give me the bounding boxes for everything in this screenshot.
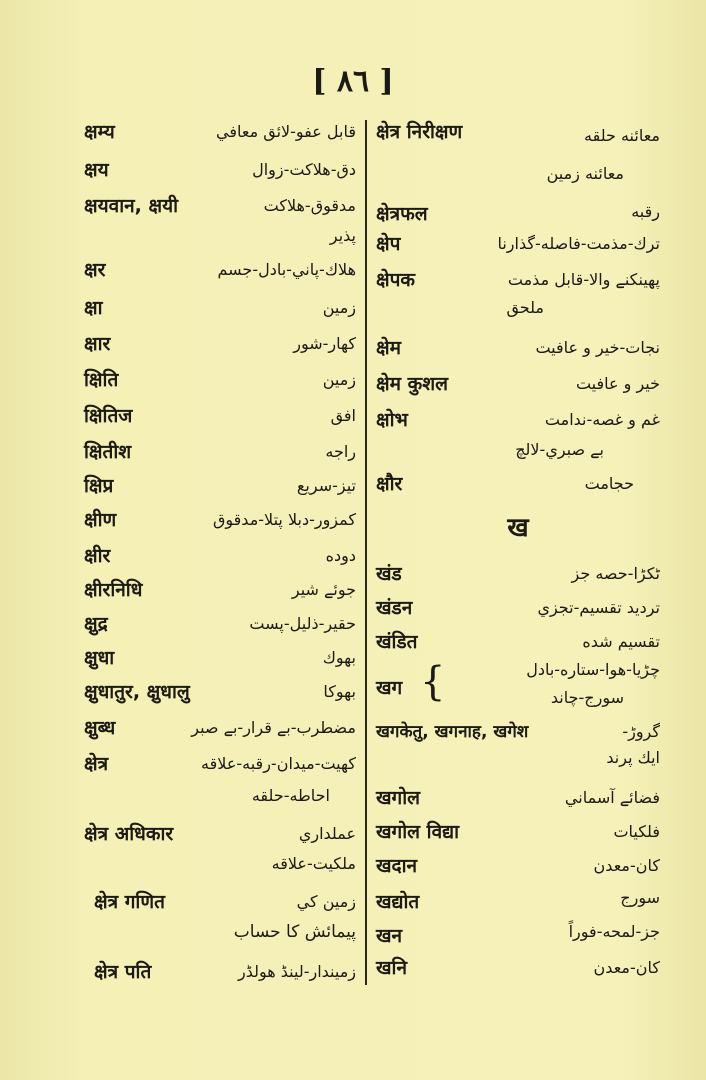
headword: क्षीण [84,509,117,531]
gloss: احاطه-حلقه [251,786,330,805]
gloss: دوده [325,546,356,565]
gloss: سورج-چاند [550,688,624,707]
gloss: گروڑ- [622,722,660,741]
gloss: هلاك-پاني-بادل-جسم [217,260,356,279]
dictionary-entry [80,882,360,952]
headword: क्षुद्र [84,613,108,635]
gloss: عملداري [298,824,356,843]
headword: खगोल विद्या [376,821,460,843]
gloss: پيمائش كا حساب [233,922,356,942]
dictionary-entry [372,328,664,364]
gloss: ملحق [506,298,544,317]
headword: क्षम्य [84,121,115,143]
dictionary-entry [80,112,360,150]
headword: क्षेम कुशल [376,373,448,395]
headword: क्षय [84,159,109,181]
gloss: جز-لمحه-فوراً [568,922,660,941]
dictionary-entry [80,396,360,432]
dictionary-entry [80,638,360,672]
headword: क्षर [84,259,106,281]
gloss: تقسيم شده [582,632,660,651]
dictionary-entry [372,194,664,224]
dictionary-entry [372,916,664,948]
headword: खन [376,925,403,947]
gloss: پذير [329,226,356,245]
gloss: تيز-سريع [296,476,356,495]
dictionary-entry [372,846,664,882]
dictionary-entry [80,604,360,638]
gloss: فلكيات [613,822,660,841]
gloss: بهوك [322,648,356,667]
headword: क्षेत्र निरीक्षण [376,121,463,143]
dictionary-entry [372,554,664,588]
headword: क्षोभ [376,409,408,431]
dictionary-entry [80,814,360,882]
headword: क्षुब्ध [84,717,116,739]
gloss: حجامت [584,474,634,493]
dictionary-entry [80,360,360,396]
gloss: پهينكنے والا-قابل مذمت [507,270,660,289]
gloss: كان-معدن [593,958,660,977]
headword: खंडन [376,597,413,619]
gloss: زمين [322,370,356,389]
gloss: چڑيا-هوا-ستاره-بادل [526,660,660,679]
dictionary-entry [80,324,360,360]
dictionary-entry [80,250,360,288]
dictionary-entry [80,952,360,988]
gloss: ايك پرند [606,748,660,767]
gloss: معائنه حلقه [584,126,660,145]
dictionary-entry [372,882,664,916]
right-column [372,112,664,982]
dictionary-entry [372,622,664,656]
gloss: مدقوق-هلاكت [263,196,356,215]
dictionary-entry [372,224,664,260]
headword: खंड [376,563,402,585]
headword: खनि [376,957,408,979]
gloss: كان-معدن [593,856,660,875]
gloss: فضائے آسماني [564,788,660,807]
gloss: ٹكڑا-حصه جز [571,564,660,583]
headword: क्षेत्र अधिकार [84,823,174,845]
gloss: كهيت-ميدان-رقبه-علاقه [201,754,356,773]
headword: खद्योत [376,891,420,913]
gloss: زميندار-لينڈ هولڈر [237,962,356,981]
gloss: خير و عافيت [575,374,660,393]
gloss: مضطرب-بے قرار-بے صبر [191,718,356,737]
headword: खंडित [376,631,418,653]
gloss: غم و غصه-ندامت [544,410,660,429]
dictionary-entry [372,112,664,194]
headword: क्षेप [376,233,401,255]
dictionary-entry [80,744,360,814]
headword: क्षुधातुर, क्षुधालु [84,681,190,703]
headword: खग [376,677,403,699]
headword: क्षितिज [84,405,133,427]
dictionary-entry [372,364,664,400]
headword: खदान [376,855,418,877]
headword: क्षा [84,297,103,319]
gloss: سورج [620,888,660,907]
headword: क्षार [84,333,111,355]
gloss: ملكيت-علاقه [271,854,356,873]
dictionary-entry [372,656,664,718]
headword: खगकेतु, खगनाह, खगेश [376,722,529,742]
gloss: رقبه [631,202,660,221]
gloss: معائنه زمين [546,164,624,183]
headword: क्षौर [376,473,403,495]
brace-glyph: { [420,659,446,705]
gloss: ترديد تقسيم-تجزي [537,598,660,617]
gloss: جوئے شير [291,580,356,599]
gloss: زمين [322,298,356,317]
dictionary-entry [372,718,664,778]
dictionary-entry [80,150,360,186]
headword: क्षुधा [84,647,115,669]
page-number: [ ٨٦ ] [312,64,394,99]
headword: क्षीर [84,545,111,567]
headword: क्षेपक [376,269,416,291]
dictionary-entry [372,778,664,812]
gloss: افق [330,406,356,425]
headword: खगोल [376,787,421,809]
dictionary-entry [372,400,664,464]
headword: क्षितीश [84,441,132,463]
dictionary-entry [372,588,664,622]
headword: क्षेत्रफल [376,203,428,225]
gloss: دق-هلاكت-زوال [252,160,356,179]
dictionary-entry [80,536,360,570]
gloss: كمزور-دبلا پتلا-مدقوق [212,510,356,529]
headword: क्षेत्र पति [94,961,152,983]
gloss: راجه [325,442,356,461]
headword: क्षेत्र गणित [94,891,165,913]
dictionary-entry [372,948,664,982]
headword: क्षयवान, क्षयी [84,195,179,217]
section-heading: ख [507,513,529,543]
dictionary-entry [80,432,360,466]
headword: क्षेत्र [84,753,109,775]
left-column [80,112,360,988]
dictionary-entry [80,288,360,324]
dictionary-entry [372,464,664,502]
gloss: زمين كي [296,892,356,911]
dictionary-entry [80,672,360,708]
gloss: كهار-شور [293,334,356,353]
gloss: نجات-خير و عافيت [535,338,660,357]
gloss: قابل عفو-لائق معافي [215,122,356,141]
dictionary-entry [80,570,360,604]
dictionary-entry [80,186,360,250]
headword: क्षिप्र [84,475,114,497]
headword: क्षिति [84,369,119,391]
dictionary-entry [80,500,360,536]
headword: क्षीरनिधि [84,579,143,601]
gloss: ترك-مذمت-فاصله-گذارنا [497,234,660,253]
gloss: حقير-ذليل-پست [249,614,356,633]
dictionary-entry [80,708,360,744]
dictionary-entry [80,466,360,500]
headword: क्षेम [376,337,401,359]
dictionary-entry [372,260,664,328]
gloss: بهوكا [323,682,356,701]
dictionary-entry [372,812,664,846]
column-divider [365,120,367,985]
gloss: بے صبري-لالچ [515,440,604,459]
